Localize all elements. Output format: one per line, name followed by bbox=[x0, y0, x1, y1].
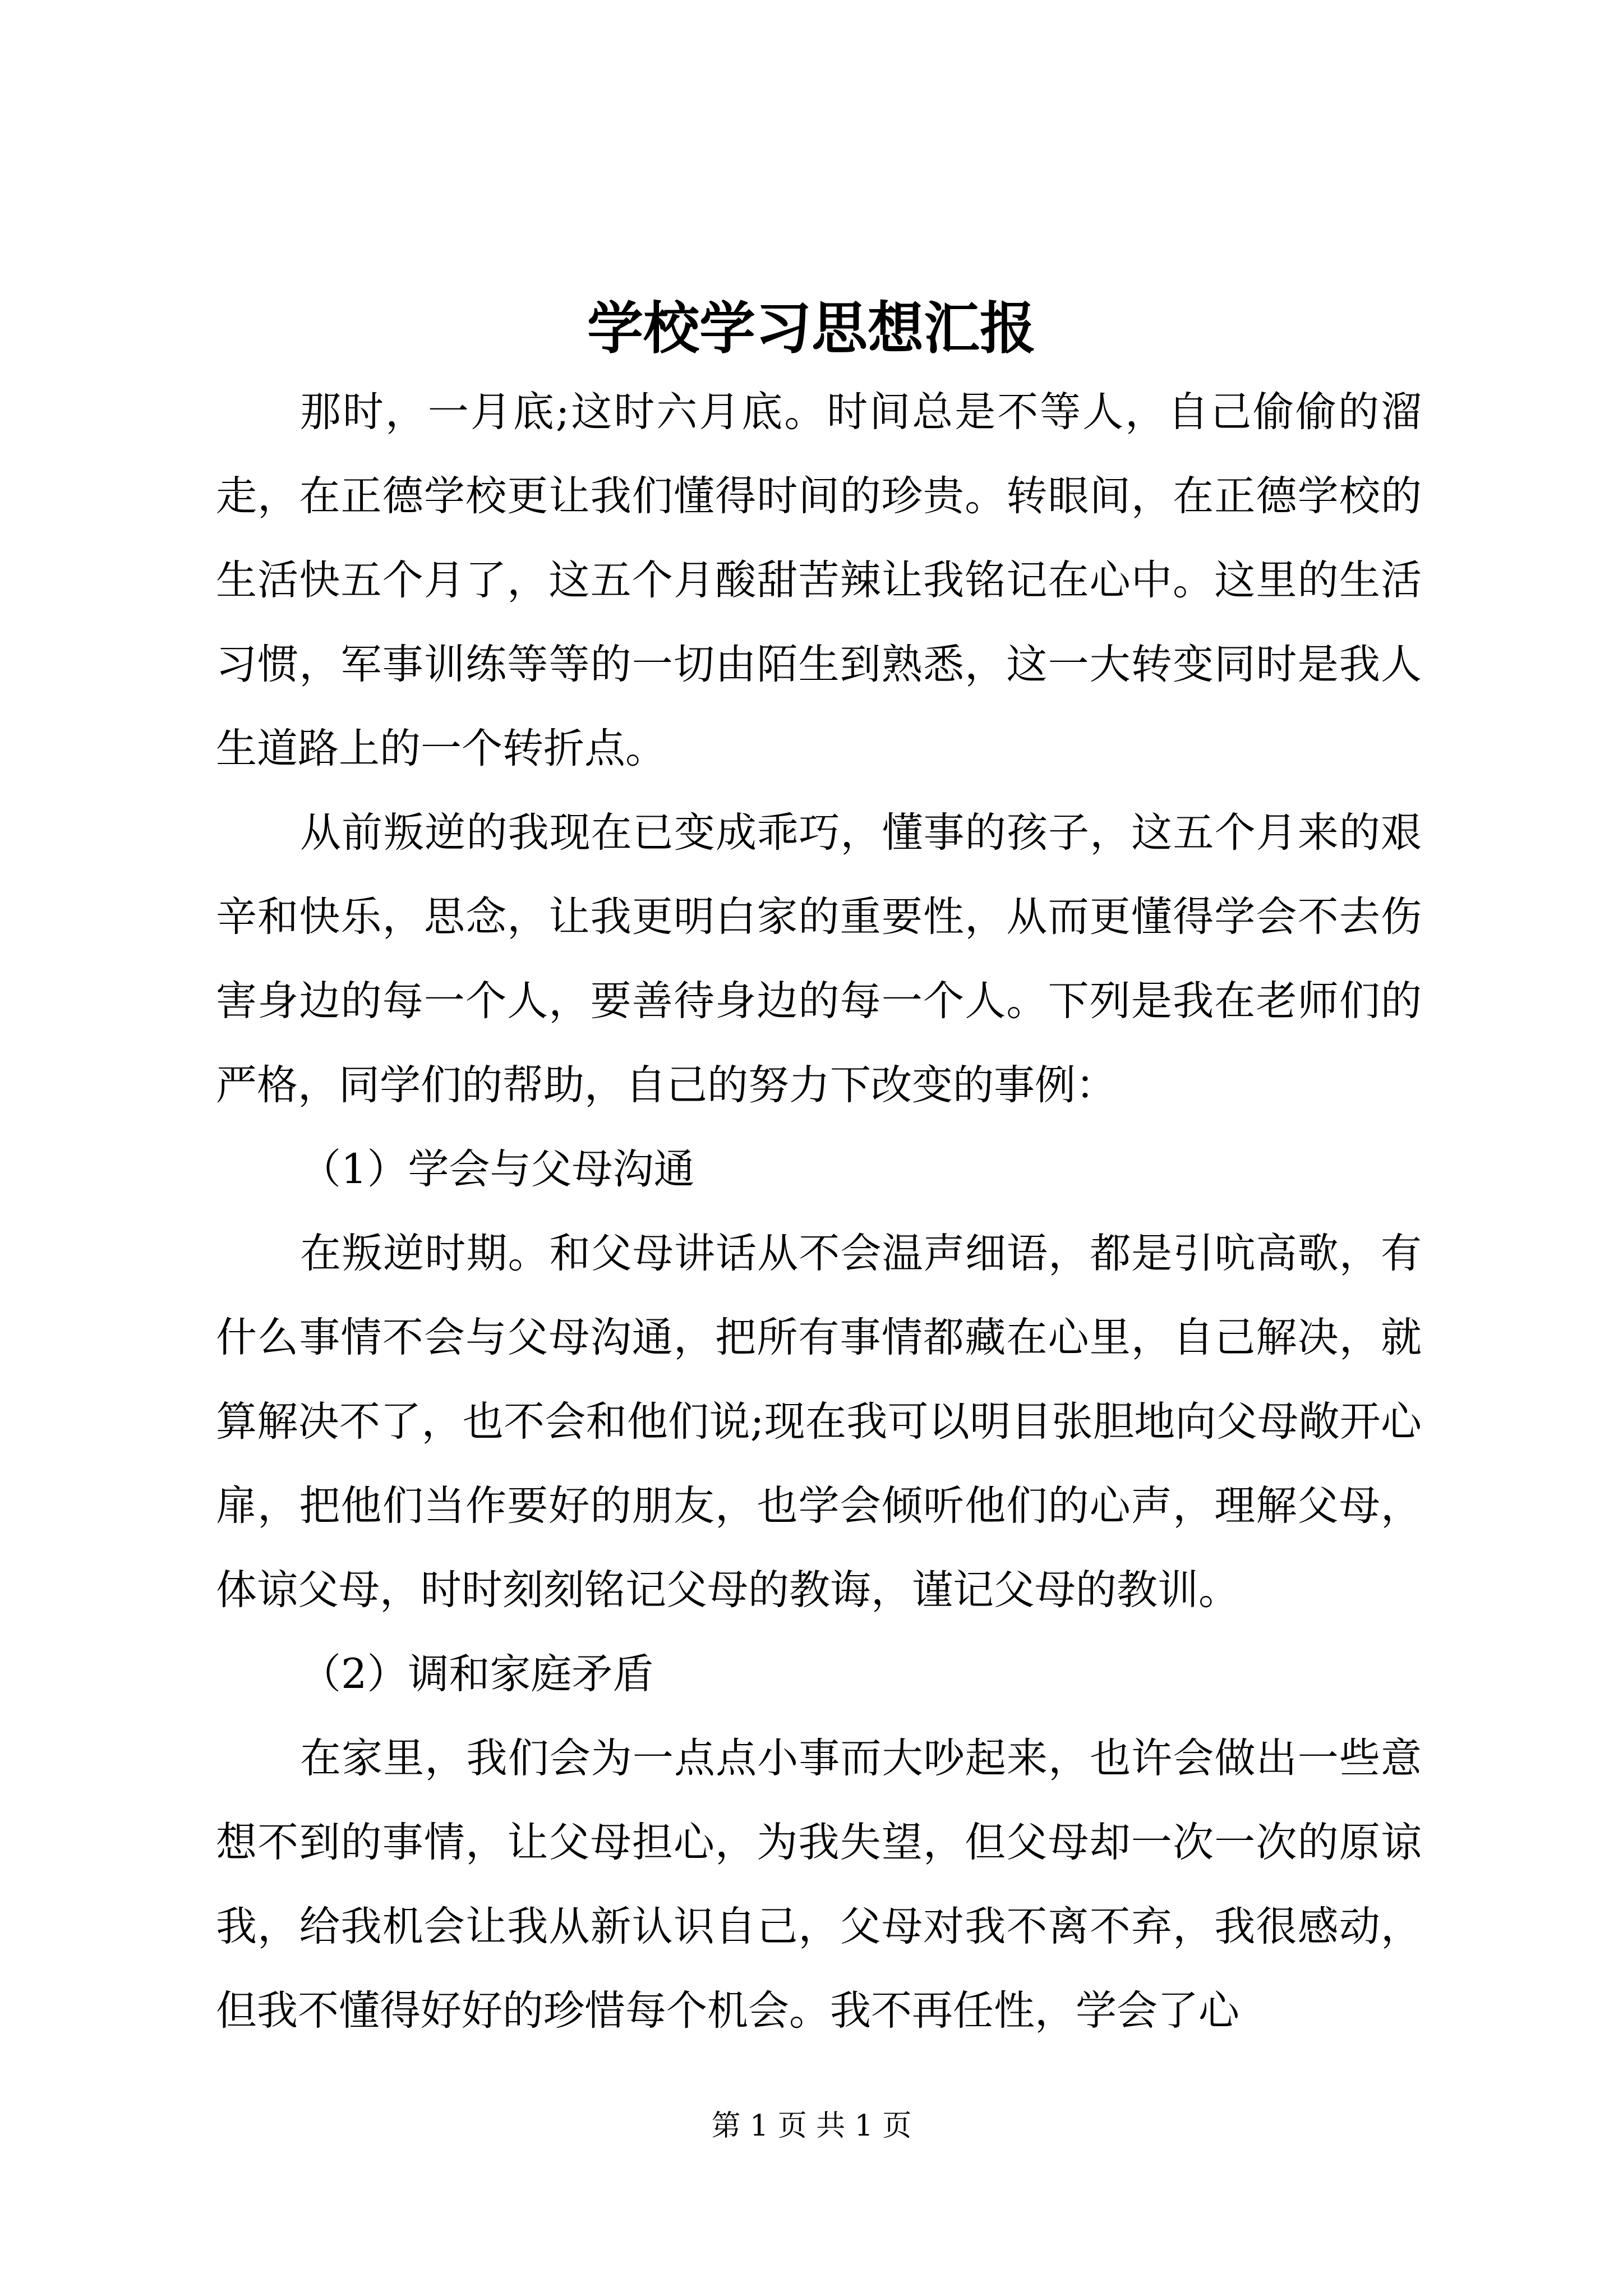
paragraph-communication: 在叛逆时期。和父母讲话从不会温声细语，都是引吭高歌，有什么事情不会与父母沟通，把所有事情都藏在心里，自己解决，就算解决不了，也不会和他们说;现在我可以明目张胆地向父母敞开心扉，把他们当作要好的朋友，也学会倾听他们的心声，理解父母，体谅父母，时时刻刻铭记父母的教诲，谨记父母的教训。 bbox=[216, 1230, 1422, 1614]
paragraph-intro: 那时，一月底;这时六月底。时间总是不等人，自己偷偷的溜走，在正德学校更让我们懂得时间的珍贵。转眼间，在正德学校的生活快五个月了，这五个月酸甜苦辣让我铭记在心中。这里的生活习惯，军事训练等等的一切由陌生到熟悉，这一大转变同时是我人生道路上的一个转折点。 bbox=[216, 388, 1422, 772]
paragraph-family: 在家里，我们会为一点点小事而大吵起来，也许会做出一些意想不到的事情，让父母担心，为我失望，但父母却一次一次的原谅我，给我机会让我从新认识自己，父母对我不离不弃，我很感动，但我不懂得好好的珍惜每个机会。我不再任性，学会了心 bbox=[216, 1734, 1422, 2035]
document-body bbox=[216, 370, 1422, 2053]
section-heading-family: （2）调和家庭矛盾 bbox=[300, 1650, 654, 1698]
document-title: 学校学习思想汇报 bbox=[587, 295, 1036, 361]
section-heading-communication: （1）学会与父母沟通 bbox=[300, 1145, 695, 1193]
paragraph-change: 从前叛逆的我现在已变成乖巧，懂事的孩子，这五个月来的艰辛和快乐，思念，让我更明白家的重要性，从而更懂得学会不去伤害身边的每一个人，要善待身边的每一个人。下列是我在老师们的严格，同学们的帮助，自己的努力下改变的事例： bbox=[216, 809, 1422, 1109]
page-footer: 第 1 页 共 1 页 bbox=[711, 2109, 912, 2143]
